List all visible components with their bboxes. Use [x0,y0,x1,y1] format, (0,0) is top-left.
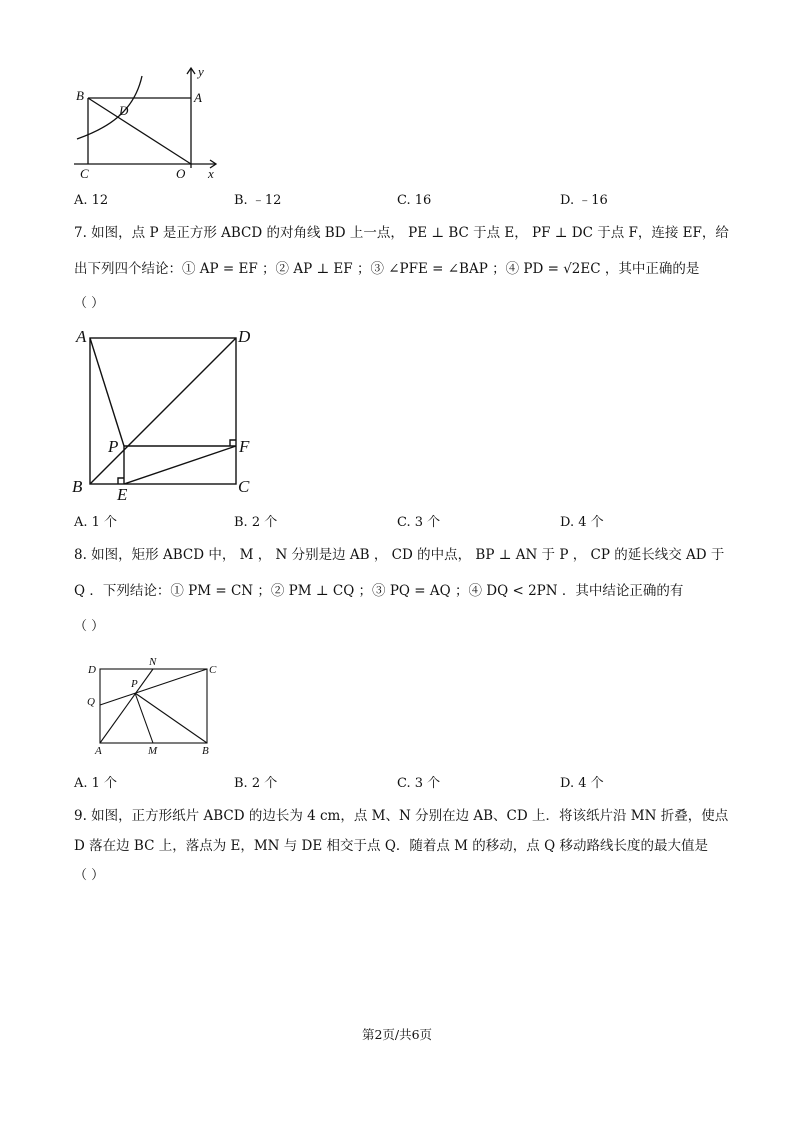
q8-option-b[interactable]: B. 2 个 [234,776,278,791]
label-a: A [76,327,87,346]
label-y: y [198,64,204,79]
label-d: D [238,327,251,346]
label-b: B [76,88,84,103]
label-b: B [72,477,83,496]
q6-option-d[interactable]: D. ﹣16 [560,193,608,208]
q7-option-d[interactable]: D. 4 个 [560,515,604,530]
segment-ef [124,446,236,484]
segment-pm [135,693,153,743]
q9-answer-paren: （ ） [74,868,105,883]
label-a: A [194,90,202,105]
segment-ap [90,338,124,446]
hyperbola-curve [77,76,142,139]
q8-answer-paren: （ ） [74,619,105,634]
q7-text-line1: 7. 如图，点 P 是正方形 ABCD 的对角线 BD 上一点， PE ⊥ BC 于点 E， PF ⊥ DC 于点 F，连接 EF，给 [74,225,729,241]
q6-option-a[interactable]: A. 12 [74,193,109,208]
q6-option-c[interactable]: C. 16 [397,193,432,208]
q7-option-b[interactable]: B. 2 个 [234,515,278,530]
q7-text-line2: 出下列四个结论：① AP = EF ；② AP ⊥ EF ；③ ∠PFE = ∠BAP ；④ PD = √2EC ，其中正确的是 [74,261,700,277]
q8-text-line1: 8. 如图，矩形 ABCD 中， M ， N 分别是边 AB ， CD 的中点， BP ⊥ AN 于 P ， CP 的延长线交 AD 于 [74,547,725,563]
q6-option-b[interactable]: B. ﹣12 [234,193,282,208]
label-a: A [95,745,102,757]
label-o: O [176,166,186,181]
q7-option-c[interactable]: C. 3 个 [397,515,441,530]
q7-option-a[interactable]: A. 1 个 [74,515,118,530]
segment-an [100,669,153,743]
right-angle-f [230,440,236,446]
q9-text-line2: D 落在边 BC 上，落点为 E，MN 与 DE 相交于点 Q．随着点 M 的移动，点 Q 移动路线长度的最大值是 [74,838,708,854]
page-number-footer: 第2页/共6页 [361,1027,433,1042]
label-p: P [108,437,119,456]
right-angle-e [118,478,124,484]
q9-text-line1: 9. 如图，正方形纸片 ABCD 的边长为 4 cm，点 M、N 分别在边 AB、CD 上．将该纸片沿 MN 折叠，使点 [74,808,729,824]
label-x: x [208,166,214,181]
q8-text-line2: Q ．下列结论：① PM = CN ；② PM ⊥ CQ ；③ PQ = AQ ；④ DQ < 2PN ．其中结论正确的有 [74,583,684,599]
q6-figure [70,62,230,182]
q8-figure [80,652,230,758]
q7-answer-paren: （ ） [74,296,105,311]
label-f: F [239,437,250,456]
q8-option-a[interactable]: A. 1 个 [74,776,118,791]
q8-option-c[interactable]: C. 3 个 [397,776,441,791]
diagonal-bo [88,98,191,164]
label-n: N [149,656,157,668]
diagonal-bd [90,338,236,484]
label-b: B [202,745,209,757]
label-c: C [238,477,250,496]
segment-bp [135,693,207,743]
q7-figure [70,322,270,504]
label-d: D [119,103,129,118]
q8-option-d[interactable]: D. 4 个 [560,776,604,791]
label-e: E [117,485,128,504]
label-c: C [80,166,89,181]
segment-cq [100,669,207,705]
label-d: D [88,664,96,676]
label-c: C [209,664,217,676]
label-p: P [131,678,138,690]
label-m: M [148,745,158,757]
label-q: Q [87,696,95,708]
